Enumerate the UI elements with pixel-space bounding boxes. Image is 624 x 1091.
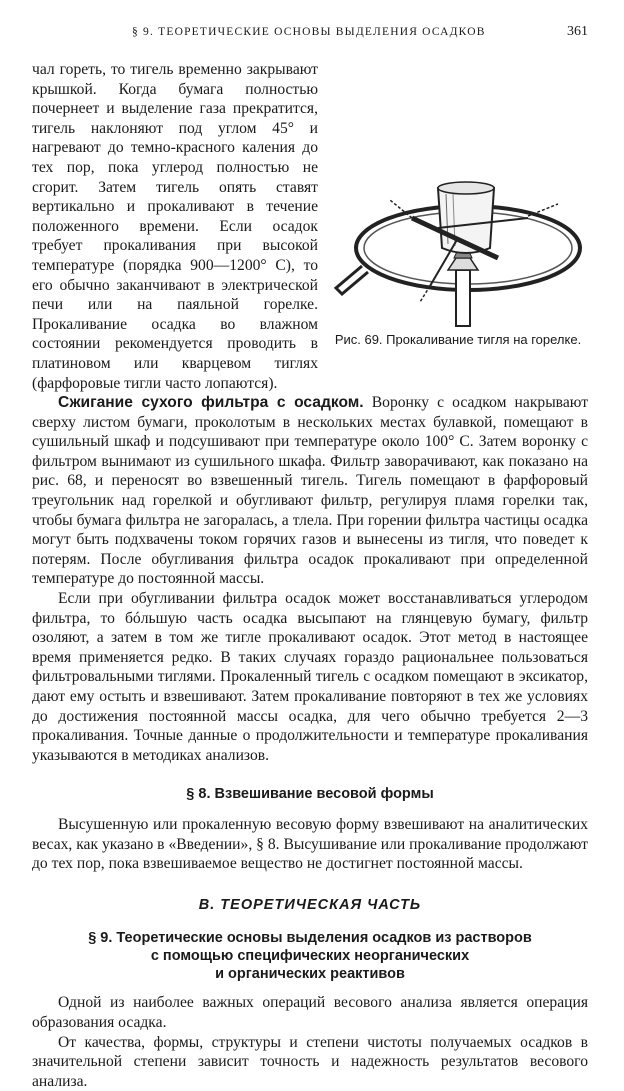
section-8-heading: § 8. Взвешивание весовой формы bbox=[186, 786, 434, 803]
section-9-line-1: § 9. Теоретические основы выделения осадков из растворов bbox=[88, 930, 532, 947]
section-9-line-3: и органических реактивов bbox=[215, 966, 405, 983]
part-heading: В. ТЕОРЕТИЧЕСКАЯ ЧАСТЬ bbox=[198, 896, 422, 913]
crucible-burner-illustration bbox=[328, 178, 588, 328]
paragraph-1: чал гореть, то тигель временно закрывают крышкой. Когда бумага полностью почернеет и выделение газа прекратится, тигель наклоняют под углом 45° и нагревают до темно-красного каления до тех пор, пока углерод полностью не сгорит. Затем тигель опять ставят вертикально и прокаливают в течение положенного времени. Если осадок требует прокаливания при высокой температуре (порядка 900—1200° С), то его обычно заканчивают в электрической печи или на паяльной горелке. Прокаливание осадка во влажном состоянии рекомендуется проводить в платиновом или кварцевом тиглях (фарфоровые тигли часто лопаются). bbox=[32, 61, 318, 392]
running-head: § 9. ТЕОРЕТИЧЕСКИЕ ОСНОВЫ ВЫДЕЛЕНИЯ ОСАДКОВ bbox=[132, 26, 486, 38]
paragraph-4: Высушенную или прокаленную весовую форму взвешивают на аналитических весах, как указано в «Введении», § 8. Высушивание или прокаливание продолжают до тех пор, пока взвешиваемое вещество не достигнет постоянной массы. bbox=[32, 815, 588, 873]
page-body bbox=[32, 60, 588, 1091]
section-9-heading bbox=[32, 929, 588, 983]
section-9-line-2: с помощью специфических неорганических bbox=[150, 948, 470, 965]
page-header bbox=[32, 24, 588, 44]
paragraph-3: Если при обугливании фильтра осадок может восстанавливаться углеродом фильтра, то бóльшую часть осадка высыпают на глянцевую бумагу, фильтр озоляют, а затем в том же тигле прокаливают осадок. Этот метод в настоящее время применяется редко. В таких случаях гораздо рациональнее пользоваться фильтровальными тиглями. Прокаленный тигель с осадком помещают в эксикатор, дают ему остыть и взвешивают. Затем прокаливание повторяют в тех же условиях до достижения постоянной массы осадка, для чего обычно требуется 2—3 прокаливания. Точные данные о продолжительности и температуре прокаливания указываются в методиках анализов. bbox=[32, 590, 588, 764]
page-number: 361 bbox=[567, 24, 588, 39]
paragraph-2 bbox=[32, 393, 588, 589]
paragraph-2-title: Сжигание сухого фильтра с осадком. bbox=[58, 394, 364, 412]
paragraph-5: Одной из наиболее важных операций весового анализа является операция образования осадка. bbox=[32, 994, 588, 1031]
figure-69 bbox=[328, 178, 588, 348]
paragraph-2-text: Воронку с осадком накрывают сверху листом бумаги, проколотым в нескольких местах булавкой, помещают в сушильный шкаф и подсушивают при температуре около 100° С. Затем воронку с фильтром вынимают из сушильного шкафа. Фильтр заворачивают, как показано на рис. 68, и переносят во взвешенный тигель. Тигель помещают в фарфоровый треугольник над горелкой и обугливают фильтр, регулируя пламя горелки так, чтобы бумага фильтра не загоралась, а тлела. При горении фильтра частицы осадка могут быть подхвачены током горячих газов и вынесены из тигля, что поведет к потерям. После обугливания фильтра осадок прокаливают при определенной температуре до постоянной массы. bbox=[32, 394, 589, 588]
figure-caption: Рис. 69. Прокаливание тигля на горелке. bbox=[334, 332, 582, 347]
paragraph-6: От качества, формы, структуры и степени чистоты получаемых осадков в значительной степени зависит точность и надежность результатов весового анализа. bbox=[32, 1033, 588, 1090]
